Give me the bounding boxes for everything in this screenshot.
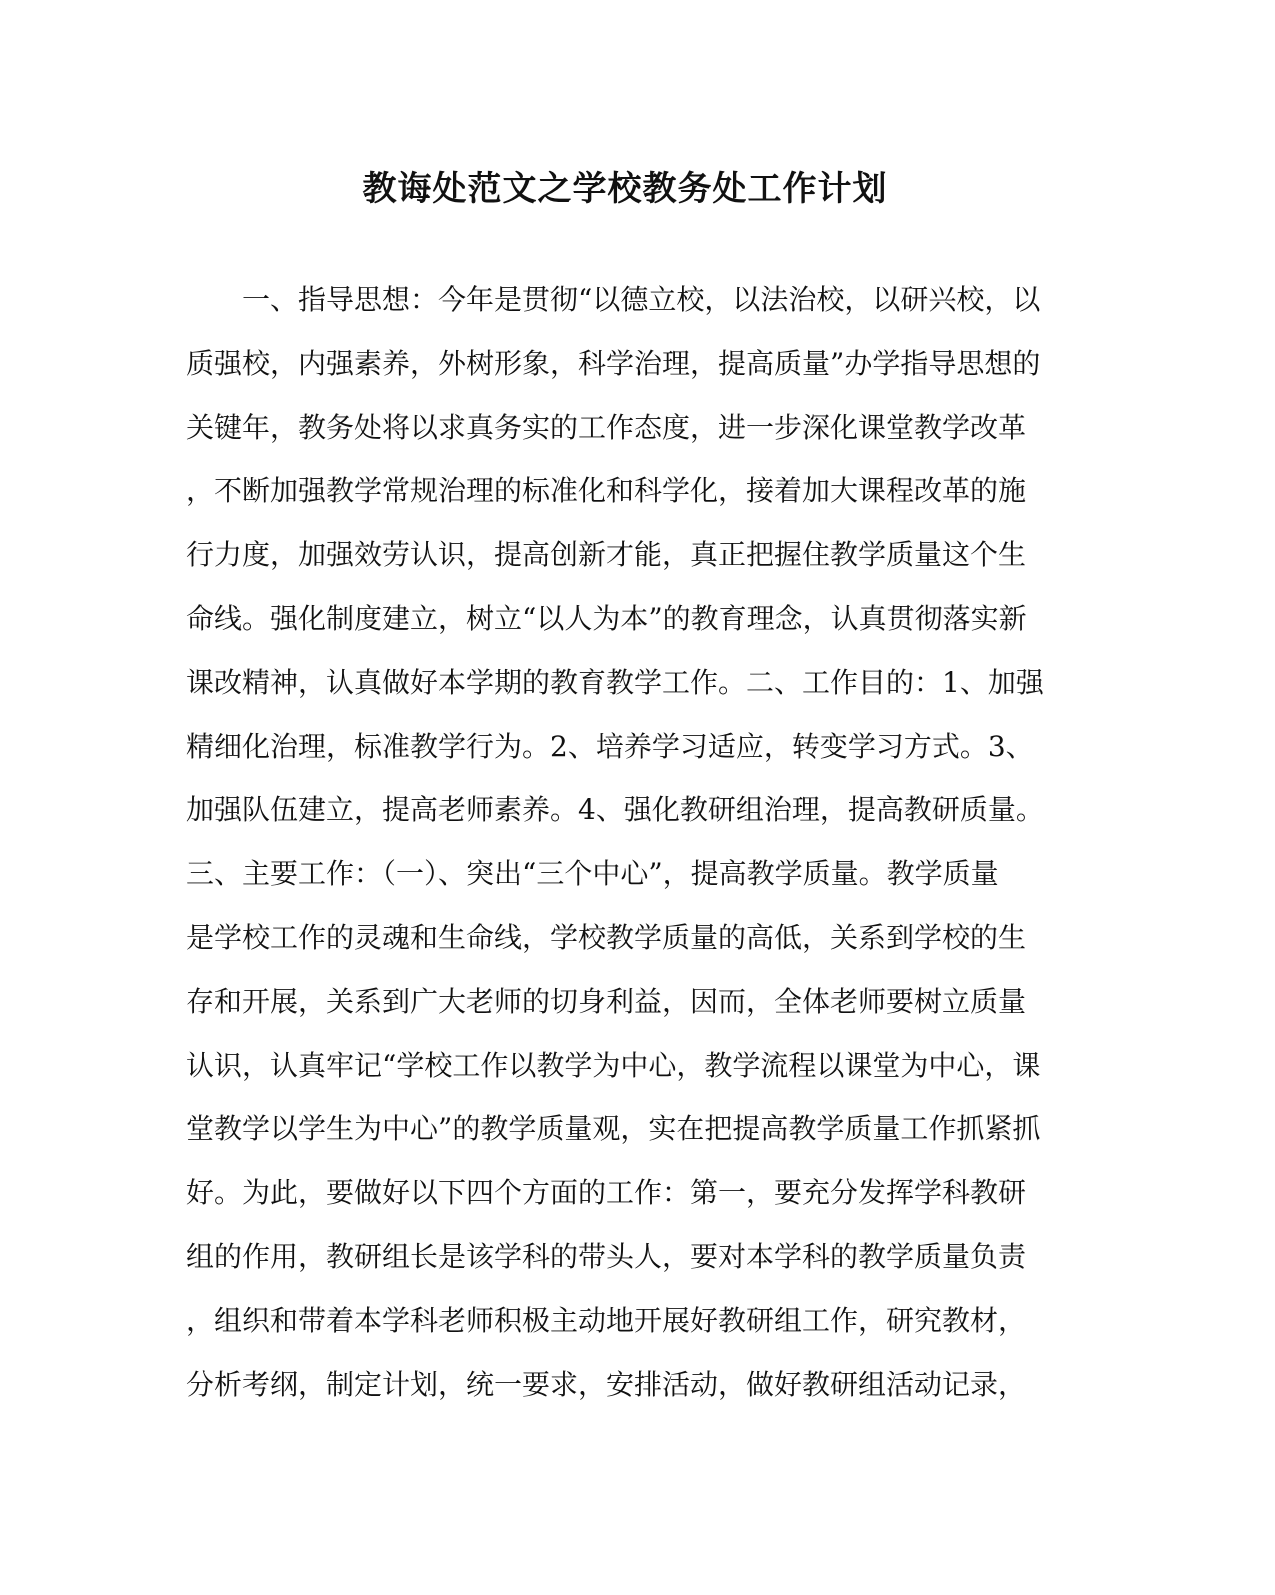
- body-line: 堂教学以学生为中心”的教学质量观，实在把提高教学质量工作抓紧抓: [186, 1112, 1041, 1146]
- body-line: 组的作用，教研组长是该学科的带头人，要对本学科的教学质量负责: [186, 1239, 1027, 1273]
- body-line: 行力度，加强效劳认识，提高创新才能，真正把握住教学质量这个生: [186, 538, 1027, 572]
- body-line: 分析考纲，制定计划，统一要求，安排活动，做好教研组活动记录，: [186, 1367, 1027, 1401]
- body-line: 加强队伍建立，提高老师素养。4、强化教研组治理，提高教研质量。: [186, 793, 1044, 827]
- body-line: 是学校工作的灵魂和生命线，学校教学质量的高低，关系到学校的生: [186, 920, 1027, 954]
- body-line: ，不断加强教学常规治理的标准化和科学化，接着加大课程改革的施: [186, 474, 1027, 508]
- document-body: [186, 268, 1066, 1416]
- body-line: 课改精神，认真做好本学期的教育教学工作。二、工作目的：1、加强: [186, 665, 1044, 699]
- body-line: 命线。强化制度建立，树立“以人为本”的教育理念，认真贯彻落实新: [186, 601, 1027, 635]
- body-line: 关键年，教务处将以求真务实的工作态度，进一步深化课堂教学改革: [186, 410, 1027, 444]
- document-title: 教诲处范文之学校教务处工作计划: [362, 169, 888, 209]
- body-line: 精细化治理，标准教学行为。2、培养学习适应，转变学习方式。3、: [186, 729, 1034, 763]
- body-line: 一、指导思想：今年是贯彻“以德立校，以法治校，以研兴校，以: [186, 283, 1041, 316]
- body-line: 认识，认真牢记“学校工作以教学为中心，教学流程以课堂为中心，课: [186, 1048, 1041, 1082]
- body-line: 三、主要工作：（一）、突出“三个中心”，提高教学质量。教学质量: [186, 857, 999, 891]
- body-line: ，组织和带着本学科老师积极主动地开展好教研组工作，研究教材，: [186, 1303, 1027, 1337]
- body-line: 好。为此，要做好以下四个方面的工作：第一，要充分发挥学科教研: [186, 1176, 1027, 1210]
- body-line: 质强校，内强素养，外树形象，科学治理，提高质量”办学指导思想的: [186, 346, 1041, 380]
- body-line: 存和开展，关系到广大老师的切身利益，因而，全体老师要树立质量: [186, 984, 1027, 1018]
